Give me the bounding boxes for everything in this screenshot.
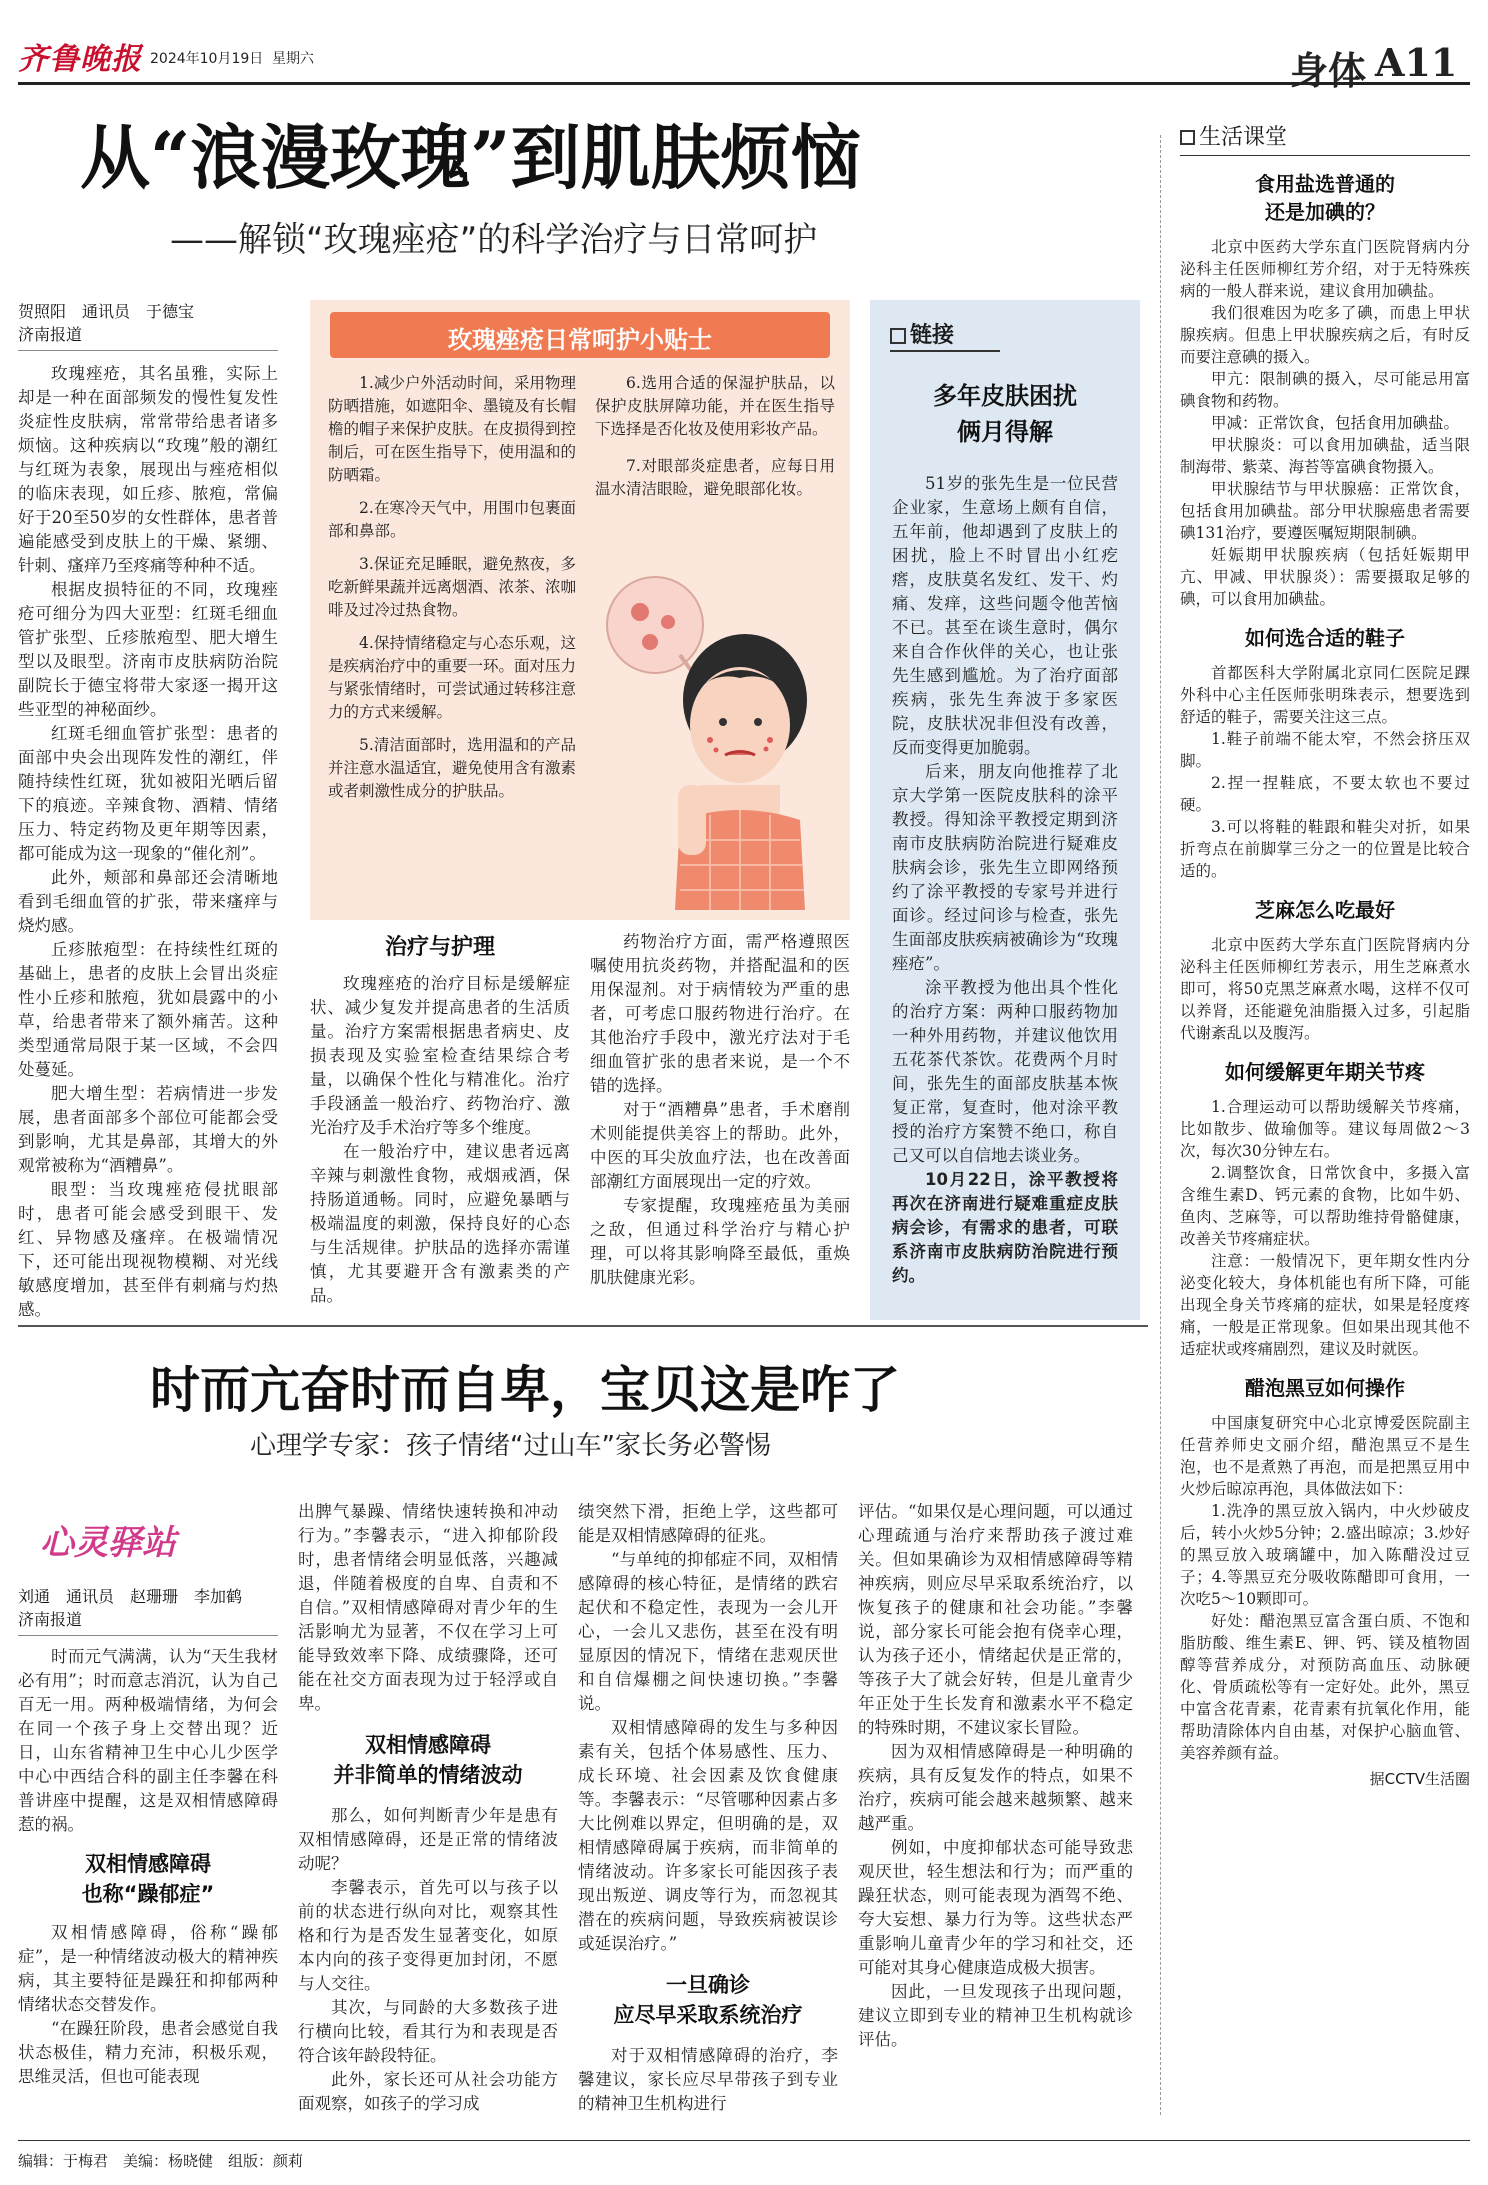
paragraph: 涂平教授为他出具个性化的治疗方案：两种口服药物加一种外用药物，并建议他饮用五花茶代茶饮。花费两个月时间，张先生的面部皮肤基本恢复正常，复查时，他对涂平教授的治疗方案赞不绝口，称自己又可以自信地去谈业务。 xyxy=(892,978,1118,1165)
paragraph: 2.捏一捏鞋底，不要太软也不要过硬。 xyxy=(1180,774,1470,814)
paragraph: 51岁的张先生是一位民营企业家，生意场上颇有自信，五年前，他却遇到了皮肤上的困扰，脸上不时冒出小红疙瘩，皮肤莫名发红、发干、灼痛、发痒，这些问题令他苦恼不已。甚至在谈生意时，偶尔来自合作伙伴的关心，也让张先生感到尴尬。为了治疗面部疾病，张先生奔波于多家医院，皮肤状况非但没有改善，反而变得更加脆弱。 xyxy=(892,474,1118,757)
paragraph: 2.调整饮食，日常饮食中，多摄入富含维生素D、钙元素的食物，比如牛奶、鱼肉、芝麻等，可以帮助维持骨骼健康，改善关节疼痛症状。 xyxy=(1180,1164,1470,1248)
paragraph: 药物治疗方面，需严格遵照医嘱使用抗炎药物，并搭配温和的医用保湿剂。对于病情较为严重的患者，可考虑口服药物进行治疗。在其他治疗手段中，激光疗法对于毛细血管扩张的患者来说，是一个不错的选择。 xyxy=(590,932,850,1095)
main-byline-place: 济南报道 xyxy=(18,325,83,344)
tip-item: 3.保证充足睡眠，避免熬夜，多吃新鲜果蔬并远离烟酒、浓茶、浓咖啡及过冷过热食物。 xyxy=(328,555,577,619)
link-title: 多年皮肤困扰 俩月得解 xyxy=(933,382,1077,446)
paragraph: 1.鞋子前端不能太窄，不然会挤压双脚。 xyxy=(1180,730,1470,770)
page-number: A11 xyxy=(1375,40,1458,85)
paragraph: 中国康复研究中心北京博爱医院副主任营养师史文丽介绍，醋泡黑豆不是生泡，也不是煮熟了再泡，而是把黑豆用中火炒后晾凉再泡，具体做法如下： xyxy=(1180,1414,1470,1498)
tips-left xyxy=(328,372,576,803)
paragraph: 玫瑰痤疮的治疗目标是缓解症状、减少复发并提高患者的生活质量。治疗方案需根据患者病史、皮损表现及实验室检查结果综合考量，以确保个性化与精准化。治疗手段涵盖一般治疗、药物治疗、激光治疗及手术治疗等多个维度。 xyxy=(310,974,570,1137)
paragraph: 北京中医药大学东直门医院肾病内分泌科主任医师柳红芳表示，用生芝麻煮水即可，将50克黑芝麻煮水喝，这样不仅可以养肾，还能避免油脂摄入过多，引起脂代谢紊乱以及腹泻。 xyxy=(1180,936,1470,1042)
paragraph: 此外，家长还可从社会功能方面观察，如孩子的学习成 xyxy=(298,2070,558,2113)
byline-rule xyxy=(18,350,278,351)
paragraph: 1.洗净的黑豆放入锅内，中火炒破皮后，转小火炒5分钟；2.盛出晾凉；3.炒好的黑豆放入玻璃罐中，加入陈醋没过豆子；4.等黑豆充分吸收陈醋即可食用，一次吃5～10颗即可。 xyxy=(1180,1502,1470,1608)
sidebar-credit: 据CCTV生活圈 xyxy=(1369,1770,1470,1788)
subheading: 双相情感障碍 并非简单的情绪波动 xyxy=(333,1733,523,1787)
paragraph: 在一般治疗中，建议患者远离辛辣与刺激性食物，戒烟戒酒，保持肠道通畅。同时，应避免暴晒与极端温度的刺激，保持良好的心态与生活规律。护肤品的选择亦需谨慎，尤其要避开含有激素类的产品。 xyxy=(310,1142,570,1305)
sidebar-divider xyxy=(1160,135,1161,2115)
paragraph: 玫瑰痤疮，其名虽雅，实际上却是一种在面部频发的慢性复发性炎症性皮肤病，常常带给患者诸多烦恼。这种疾病以“玫瑰”般的潮红与红斑为表象，展现出与痤疮相似的临床表现，如丘疹、脓疱，常偏好于20至50岁的女性群体，患者普遍能感受到皮肤上的干燥、紧绷、针刺、瘙痒乃至疼痛等种种不适。 xyxy=(18,364,278,575)
subheading: 一旦确诊 应尽早采取系统治疗 xyxy=(613,1973,803,2027)
second-col3 xyxy=(578,1500,838,2116)
footer-rule xyxy=(18,2140,1470,2141)
issue-weekday: 星期六 xyxy=(272,51,314,67)
tips-title: 玫瑰痤疮日常呵护小贴士 xyxy=(448,326,712,354)
paragraph: “在躁狂阶段，患者会感觉自我状态极佳，精力充沛，积极乐观，思维灵活，但也可能表现 xyxy=(18,2019,278,2086)
paragraph: 对于双相情感障碍的治疗，李馨建议，家长应尽早带孩子到专业的精神卫生机构进行 xyxy=(578,2046,838,2113)
paragraph: 专家提醒，玫瑰痤疮虽为美丽之敌，但通过科学治疗与精心护理，可以将其影响降至最低，重焕肌肤健康光彩。 xyxy=(590,1196,850,1287)
paragraph: 丘疹脓疱型：在持续性红斑的基础上，患者的皮肤上会冒出炎症性小丘疹和脓疱，犹如晨露中的小草，给患者带来了额外痛苦。这种类型通常局限于某一区域，不会四处蔓延。 xyxy=(18,940,278,1079)
paragraph: 北京中医药大学东直门医院肾病内分泌科主任医师柳红芳介绍，对于无特殊疾病的一般人群来说，建议食用加碘盐。 xyxy=(1180,238,1470,300)
paragraph: 双相情感障碍的发生与多种因素有关，包括个体易感性、压力、成长环境、社会因素及饮食健康等。李馨表示：“尽管哪种因素占多大比例难以界定，但明确的是，双相情感障碍属于疾病，而非简单的情绪波动。许多家长可能因孩子表现出叛逆、调皮等行为，而忽视其潜在的疾病问题，导致疾病被误诊或延误治疗。” xyxy=(578,1718,838,1953)
tip-item: 6.选用合适的保湿护肤品，以保护皮肤屏障功能，并在医生指导下选择是否化妆及使用彩妆产品。 xyxy=(595,374,835,438)
sidebar xyxy=(1180,120,1470,1789)
paragraph: 因此，一旦发现孩子出现问题，建议立即到专业的精神卫生机构就诊评估。 xyxy=(858,1982,1133,2049)
tip-item: 2.在寒冷天气中，用围巾包裹面部和鼻部。 xyxy=(328,499,576,540)
main-col3 xyxy=(590,930,850,1290)
paragraph: 时而元气满满，认为“天生我材必有用”；时而意志消沉，认为自己百无一用。两种极端情绪，为何会在同一个孩子身上交替出现？近日，山东省精神卫生中心儿少医学中心中西结合科的副主任李馨在科普讲座中提醒，这是双相情感障碍惹的祸。 xyxy=(18,1647,278,1834)
sidebar-heading: 如何缓解更年期关节疼 xyxy=(1225,1060,1425,1084)
paragraph: 眼型：当玫瑰痤疮侵扰眼部时，患者可能会感受到眼干、发红、异物感及瘙痒。在极端情况下，还可能出现视物模糊、对光线敏感度增加，甚至伴有刺痛与灼热感。 xyxy=(18,1180,278,1319)
xinling-logo: 心灵驿站 xyxy=(40,1523,176,1563)
treat-heading: 治疗与护理 xyxy=(384,935,495,960)
footer-credits: 编辑：于梅君 美编：杨晓健 组版：颜莉 xyxy=(18,2152,304,2170)
link-tag-icon xyxy=(890,328,906,344)
paragraph: 我们很难因为吃多了碘，而患上甲状腺疾病。但患上甲状腺疾病之后，有时反而要注意碘的摄入。 xyxy=(1180,304,1470,366)
link-tag xyxy=(890,318,1000,352)
paragraph: 好处：醋泡黑豆富含蛋白质、不饱和脂肪酸、维生素E、钾、钙、镁及植物固醇等营养成分，对预防高血压、动脉硬化、骨质疏松等有一定好处。此外，黑豆中富含花青素，花青素有抗氧化作用，能帮助清除体内自由基，对保护心脑血管、美容养颜有益。 xyxy=(1180,1612,1470,1762)
tip-item: 4.保持情绪稳定与心态乐观，这是疾病治疗中的重要一环。面对压力与紧张情绪时，可尝试通过转移注意力的方式来缓解。 xyxy=(328,634,577,721)
second-col4 xyxy=(858,1500,1133,2052)
paragraph: 甲状腺结节与甲状腺癌：正常饮食，包括食用加碘盐。部分甲状腺癌患者需要碘131治疗，要遵医嘱短期限制碘。 xyxy=(1180,480,1470,542)
sidebar-heading: 芝麻怎么吃最好 xyxy=(1255,898,1395,922)
paragraph: 根据皮损特征的不同，玫瑰痤疮可细分为四大亚型：红斑毛细血管扩张型、丘疹脓疱型、肥大增生型以及眼型。济南市皮肤病防治院副院长于德宝将带大家逐一揭开这些亚型的神秘面纱。 xyxy=(18,580,278,719)
paragraph: 甲减：正常饮食，包括食用加碘盐。 xyxy=(1211,414,1460,432)
sidebar-heading: 如何选合适的鞋子 xyxy=(1245,626,1405,650)
paragraph: 甲状腺炎：可以食用加碘盐，适当限制海带、紫菜、海苔等富碘食物摄入。 xyxy=(1180,436,1470,476)
masthead xyxy=(0,0,1488,95)
sidebar-heading: 食用盐选普通的 还是加碘的？ xyxy=(1255,172,1395,224)
paragraph: 3.可以将鞋的鞋跟和鞋尖对折，如果折弯点在前脚掌三分之一的位置是比较合适的。 xyxy=(1180,818,1470,880)
paragraph: 对于“酒糟鼻”患者，手术磨削术则能提供美容上的帮助。此外，中医的耳尖放血疗法，也在改善面部潮红方面展现出一定的疗效。 xyxy=(590,1100,850,1191)
second-title: 时而亢奋时而自卑，宝贝这是咋了 xyxy=(150,1360,900,1419)
main-title: 从“浪漫玫瑰”到肌肤烦恼 xyxy=(80,116,861,199)
paragraph: 此外，颊部和鼻部还会清晰地看到毛细血管的扩张，带来瘙痒与烧灼感。 xyxy=(18,868,278,935)
paper-logo: 齐鲁晚报 xyxy=(18,42,142,77)
section-name: 身体 xyxy=(1290,48,1367,93)
second-col2 xyxy=(298,1500,558,2116)
paragraph: 那么，如何判断青少年是患有双相情感障碍，还是正常的情绪波动呢？ xyxy=(298,1806,558,1873)
main-col2 xyxy=(310,972,570,1308)
paragraph: 其次，与同龄的大多数孩子进行横向比较，看其行为和表现是否符合该年龄段特征。 xyxy=(298,1998,558,2065)
paragraph: 肥大增生型：若病情进一步发展，患者面部多个部位可能都会受到影响，尤其是鼻部，其增大的外观常被称为“酒糟鼻”。 xyxy=(18,1084,278,1175)
paragraph: 出脾气暴躁、情绪快速转换和冲动行为。”李馨表示，“进入抑郁阶段时，患者情绪会明显低落，兴趣减退，伴随着极度的自卑、自责和不自信。”双相情感障碍对青少年的生活影响尤为显著，不仅在学习上可能导致效率下降、成绩骤降，还可能在社交方面表现为过于轻浮或自卑。 xyxy=(298,1502,558,1713)
paragraph: 李馨表示，首先可以与孩子以前的状态进行纵向对比，观察其性格和行为是否发生显著变化，如原本内向的孩子变得更加封闭，不愿与人交往。 xyxy=(298,1878,558,1993)
paragraph: 首都医科大学附属北京同仁医院足踝外科中心主任医师张明珠表示，想要选到舒适的鞋子，需要关注这三点。 xyxy=(1180,664,1470,726)
link-tag-label: 链接 xyxy=(910,323,955,348)
woman-illustration xyxy=(580,550,840,910)
second-byline: 刘通 通讯员 赵珊珊 李加鹤 xyxy=(18,1587,243,1606)
main-byline: 贺照阳 通讯员 于德宝 xyxy=(18,302,195,321)
byline-rule xyxy=(18,1635,278,1636)
paragraph: 例如，中度抑郁状态可能导致悲观厌世，轻生想法和行为；而严重的躁狂状态，则可能表现为酒驾不绝、夸大妄想、暴力行为等。这些状态严重影响儿童青少年的学习和社交，还可能对其身心健康造成极大损害。 xyxy=(858,1838,1133,1977)
paragraph: 甲亢：限制碘的摄入，尽可能忌用富碘食物和药物。 xyxy=(1180,370,1470,410)
tip-item: 5.清洁面部时，选用温和的产品并注意水温适宜，避免使用含有激素或者刺激性成分的护肤品。 xyxy=(328,736,577,800)
tip-item: 1.减少户外活动时间，采用物理防晒措施，如遮阳伞、墨镜及有长帽檐的帽子来保护皮肤。在皮损得到控制后，可在医生指导下，使用温和的防晒霜。 xyxy=(328,374,577,484)
paragraph: 后来，朋友向他推荐了北京大学第一医院皮肤科的涂平教授。得知涂平教授定期到济南市皮肤病防治院进行疑难皮肤病会诊，张先生立即网络预约了涂平教授的专家号并进行面诊。经过问诊与检查，张先生面部皮肤疾病被确诊为“玫瑰痤疮”。 xyxy=(892,762,1118,973)
issue-date: 2024年10月19日 xyxy=(150,51,264,67)
link-box xyxy=(870,300,1140,1320)
tips-box xyxy=(310,300,850,920)
sidebar-column-label xyxy=(1180,120,1470,156)
paragraph: 双相情感障碍，俗称“躁郁症”，是一种情绪波动极大的精神疾病，其主要特征是躁狂和抑郁两种情绪状态交替发作。 xyxy=(18,1923,278,2014)
tips-right xyxy=(595,372,835,501)
paragraph: 1.合理运动可以帮助缓解关节疼痛，比如散步、做瑜伽等。建议每周做2～3次，每次30分钟左右。 xyxy=(1180,1098,1470,1160)
second-byline-place: 济南报道 xyxy=(18,1610,83,1629)
column-icon xyxy=(1180,130,1195,145)
paragraph: 10月22日，涂平教授将再次在济南进行疑难重症皮肤病会诊，有需求的患者，可联系济南市皮肤病防治院进行预约。 xyxy=(892,1170,1118,1285)
tip-item: 7.对眼部炎症患者，应每日用温水清洁眼睑，避免眼部化妆。 xyxy=(595,457,835,498)
sidebar-heading: 醋泡黑豆如何操作 xyxy=(1245,1376,1405,1400)
sidebar-column-title: 生活课堂 xyxy=(1199,125,1288,150)
paragraph: 因为双相情感障碍是一种明确的疾病，具有反复发作的特点，如果不治疗，疾病可能会越来越频繁、越来越严重。 xyxy=(858,1742,1133,1833)
second-subtitle: 心理学专家：孩子情绪“过山车”家长务必警惕 xyxy=(250,1431,771,1461)
paragraph: 妊娠期甲状腺疾病（包括妊娠期甲亢、甲减、甲状腺炎）：需要摄取足够的碘，可以食用加碘盐。 xyxy=(1180,546,1470,608)
paragraph: 绩突然下滑，拒绝上学，这些都可能是双相情感障碍的征兆。 xyxy=(578,1502,838,1545)
paragraph: 红斑毛细血管扩张型：患者的面部中央会出现阵发性的潮红，伴随持续性红斑，犹如被阳光晒后留下的痕迹。辛辣食物、酒精、情绪压力、特定药物及更年期等因素，都可能成为这一现象的“催化剂”。 xyxy=(18,724,278,863)
paragraph: “与单纯的抑郁症不同，双相情感障碍的核心特征，是情绪的跌宕起伏和不稳定性，表现为一会儿开心，一会儿又悲伤，甚至在没有明显原因的情况下，情绪在悲观厌世和自信爆棚之间快速切换。”李馨说。 xyxy=(578,1550,838,1713)
paragraph: 评估。“如果仅是心理问题，可以通过心理疏通与治疗来帮助孩子渡过难关。但如果确诊为双相情感障碍等精神疾病，则应尽早采取系统治疗，以恢复孩子的健康和社会功能。”李馨说，部分家长可能会抱有侥幸心理，认为孩子还小，情绪起伏是正常的，等孩子大了就会好转，但是儿童青少年正处于生长发育和激素水平不稳定的特殊时期，不建议家长冒险。 xyxy=(858,1502,1133,1737)
article-divider xyxy=(18,1325,1148,1327)
main-col1 xyxy=(18,362,278,1322)
link-body xyxy=(892,472,1118,1288)
paragraph: 注意：一般情况下，更年期女性内分泌变化较大，身体机能也有所下降，可能出现全身关节疼痛的症状，如果是轻度疼痛，一般是正常现象。但如果出现其他不适症状或疼痛剧烈，建议及时就医。 xyxy=(1180,1252,1470,1358)
subheading: 双相情感障碍 也称“躁郁症” xyxy=(81,1852,215,1906)
second-col1 xyxy=(18,1645,278,2089)
masthead-rule xyxy=(18,82,1470,85)
main-subtitle: ——解锁“玫瑰痤疮”的科学治疗与日常呵护 xyxy=(170,220,818,260)
